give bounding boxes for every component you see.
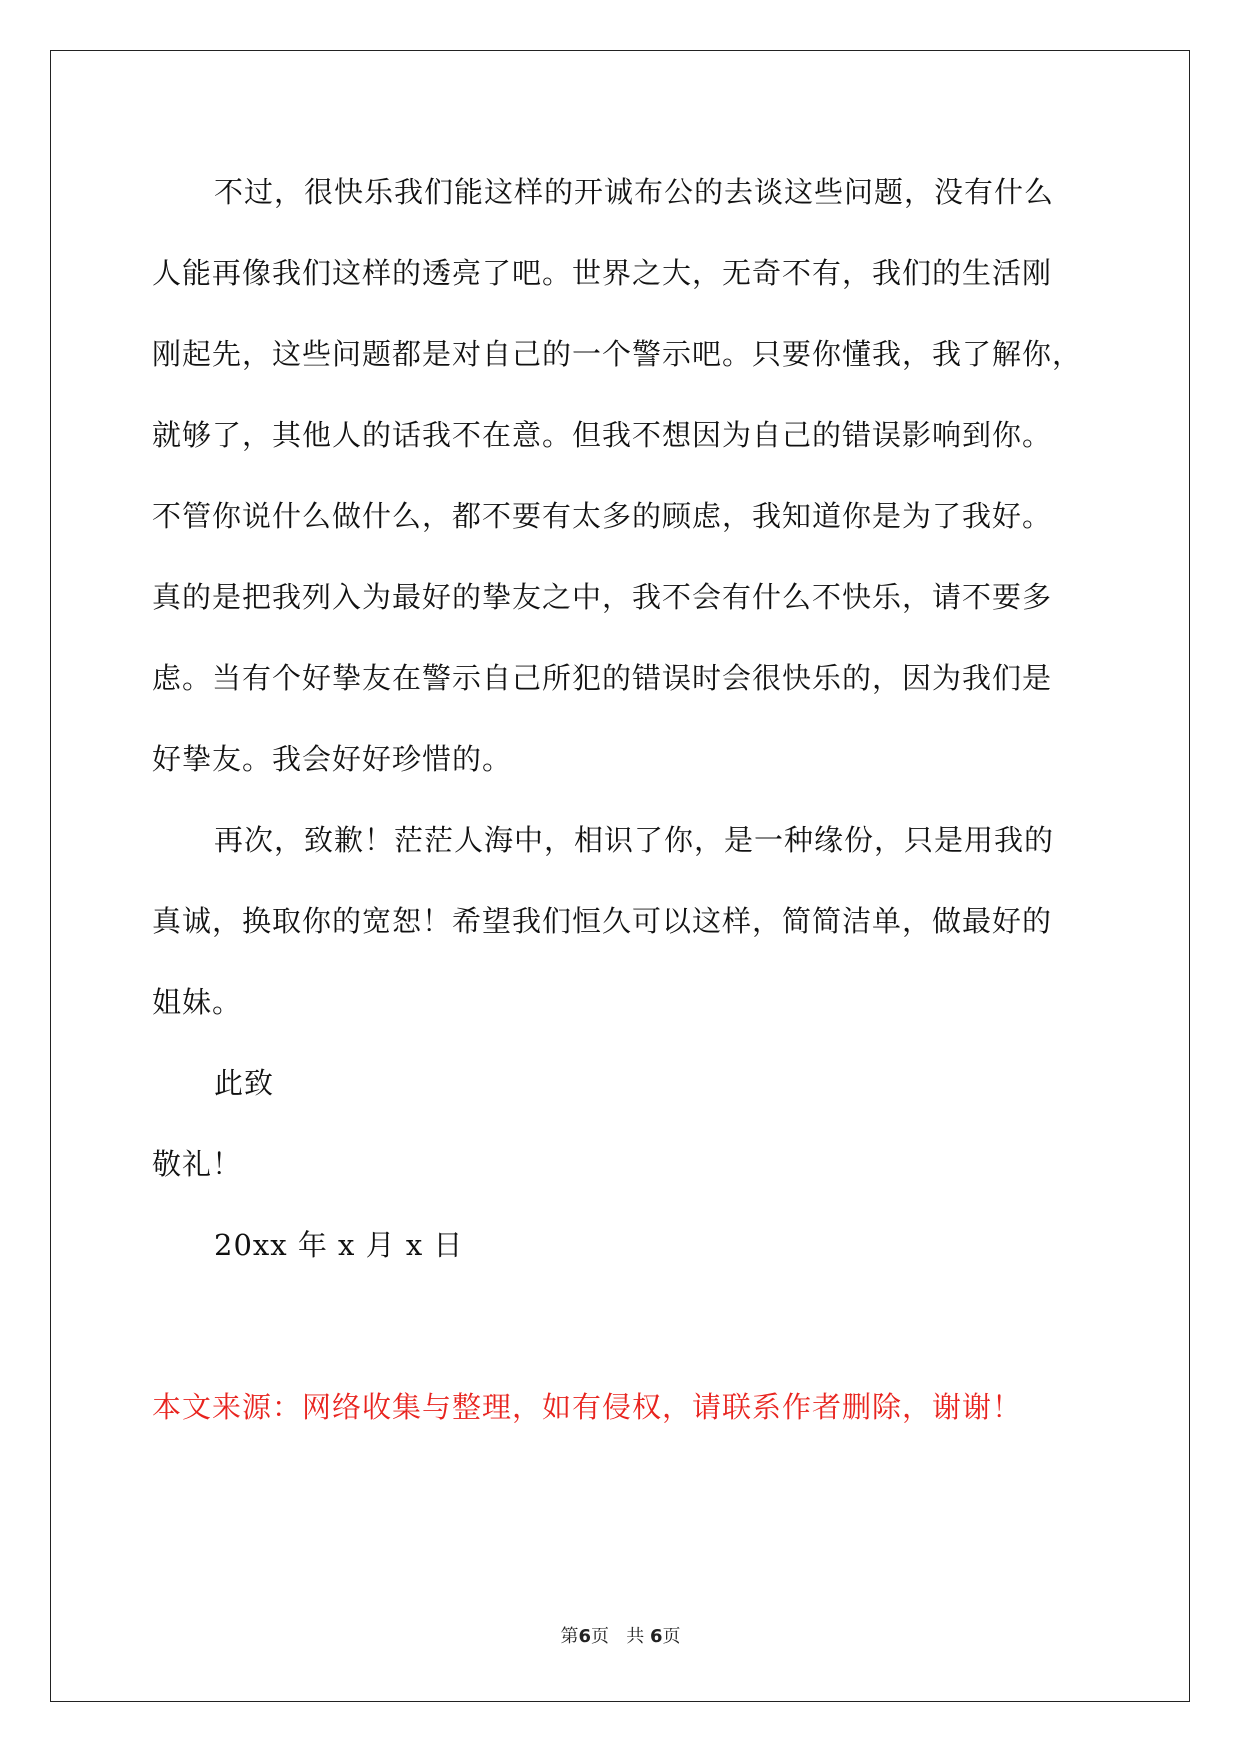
source-note: 本文来源：网络收集与整理，如有侵权，请联系作者删除，谢谢！ (152, 1390, 1023, 1424)
page-footer (0, 1625, 1241, 1649)
paragraph2-line-1: 再次，致歉！茫茫人海中，相识了你，是一种缘份，只是用我的 (214, 823, 1055, 857)
footer-prefix: 第 (560, 1626, 579, 1647)
footer-current-page: 6 (578, 1626, 592, 1647)
paragraph2-line-3: 姐妹。 (152, 985, 243, 1019)
paragraph1-line-2: 人能再像我们这样的透亮了吧。世界之大，无奇不有，我们的生活刚 (152, 256, 1053, 290)
paragraph1-line-4: 就够了，其他人的话我不在意。但我不想因为自己的错误影响到你。 (152, 418, 1053, 452)
footer-page-unit: 页 (591, 1626, 610, 1647)
paragraph1-line-6: 真的是把我列入为最好的挚友之中，我不会有什么不快乐，请不要多 (152, 580, 1053, 614)
paragraph1-line-3: 刚起先，这些问题都是对自己的一个警示吧。只要你懂我，我了解你， (152, 337, 1083, 371)
footer-total-prefix: 共 (626, 1626, 645, 1647)
paragraph2-line-2: 真诚，换取你的宽恕！希望我们恒久可以这样，简简洁单，做最好的 (152, 904, 1053, 938)
paragraph1-line-7: 虑。当有个好挚友在警示自己所犯的错误时会很快乐的，因为我们是 (152, 661, 1053, 695)
paragraph1-line-5: 不管你说什么做什么，都不要有太多的顾虑，我知道你是为了我好。 (152, 499, 1053, 533)
salute-text: 敬礼！ (152, 1147, 243, 1181)
footer-total-unit: 页 (662, 1626, 681, 1647)
footer-total-pages: 6 (649, 1626, 663, 1647)
page-frame (50, 50, 1190, 1702)
closing-text: 此致 (214, 1066, 275, 1100)
paragraph1-line-1: 不过，很快乐我们能这样的开诚布公的去谈这些问题，没有什么 (214, 175, 1055, 209)
paragraph1-line-8: 好挚友。我会好好珍惜的。 (152, 742, 513, 776)
date-text: 20xx 年 x 月 x 日 (214, 1228, 464, 1262)
